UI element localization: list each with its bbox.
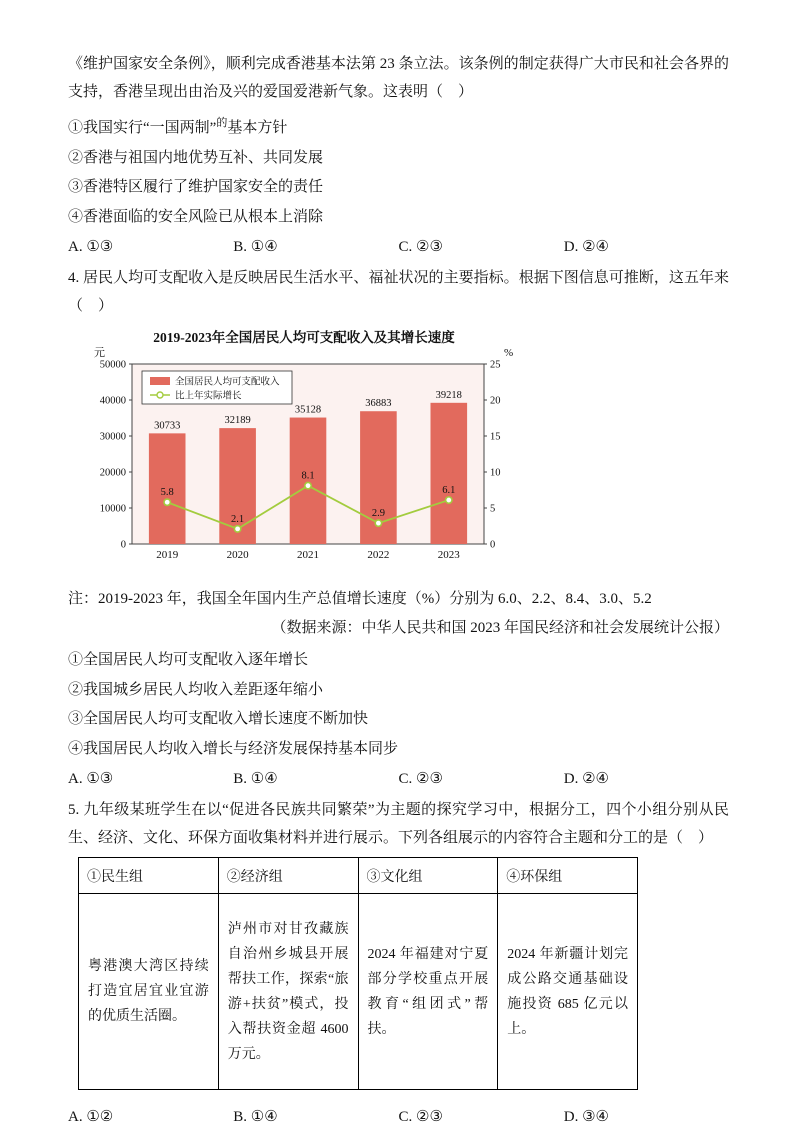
q3-option-d: D. ②④ <box>563 239 609 255</box>
header-jingji: ②经济组 <box>218 858 358 894</box>
left-axis-unit-label: 元 <box>94 347 105 359</box>
header-huanbao: ④环保组 <box>498 858 638 894</box>
growth-value-label: 8.1 <box>301 470 315 482</box>
q5-option-b: B. ①④ <box>233 1109 278 1125</box>
x-axis-tick-label: 2020 <box>226 549 249 561</box>
left-axis-tick-label: 10000 <box>99 503 126 515</box>
bar-value-label: 35128 <box>294 404 322 416</box>
right-axis-tick-label: 25 <box>490 359 501 371</box>
growth-value-label: 2.9 <box>371 508 385 520</box>
q4-choice-1: ①全国居民人均可支配收入逐年增长 <box>68 652 309 668</box>
q5-option-d: D. ③④ <box>563 1109 609 1125</box>
growth-value-label: 2.1 <box>231 513 245 525</box>
q4-choice-4: ④我国居民人均收入增长与经济发展保持基本同步 <box>68 740 399 757</box>
left-axis-tick-label: 30000 <box>99 431 126 443</box>
q5-stem: 5. 九年级某班学生在以“促进各民族共同繁荣”为主题的探究学习中，根据分工，四个小组分别从民生、经济、文化、环保方面收集材料并进行展示。下列各组展示的内容符合主题和分工的是（ ） <box>68 802 729 846</box>
left-axis-tick-label: 40000 <box>99 395 126 407</box>
q3-choice-4: ④香港面临的安全风险已从根本上消除 <box>68 208 324 225</box>
income-chart-svg <box>80 326 528 576</box>
growth-line-marker <box>375 520 381 526</box>
right-axis-tick-label: 0 <box>490 539 496 551</box>
x-axis-tick-label: 2021 <box>297 549 319 561</box>
cell-wenhua: 2024 年福建对宁夏部分学校重点开展教育“组团式”帮扶。 <box>358 894 498 1090</box>
cell-minsheng: 粤港澳大湾区持续打造宜居宜业宜游的优质生活圈。 <box>79 894 219 1090</box>
q5-option-c: C. ②③ <box>398 1109 443 1125</box>
q4-stem: 4. 居民人均可支配收入是反映居民生活水平、福祉状况的主要指标。根据下图信息可推断，这五年来（ ） <box>68 270 729 314</box>
right-axis-unit-label: % <box>504 347 514 359</box>
x-axis-tick-label: 2022 <box>367 549 390 561</box>
header-minsheng: ①民生组 <box>79 858 219 894</box>
q3-choice-3: ③香港特区履行了维护国家安全的责任 <box>68 179 324 195</box>
growth-line-marker <box>234 526 240 532</box>
bar-value-label: 39218 <box>435 389 462 401</box>
q3-stem: 《维护国家安全条例》，顺利完成香港基本法第 23 条立法。该条例的制定获得广大市民和社会各界的支持，香港呈现出由治及兴的爱国爱港新气象。这表明（ ） <box>68 56 729 100</box>
q4-option-a: A. ①③ <box>68 771 114 787</box>
income-chart <box>80 326 528 581</box>
right-axis-tick-label: 20 <box>490 395 501 407</box>
q4-option-d: D. ②④ <box>563 771 609 787</box>
table-body-row <box>79 894 638 1090</box>
legend-line-label: 比上年实际增长 <box>175 391 242 402</box>
header-wenhua: ③文化组 <box>358 858 498 894</box>
x-axis-tick-label: 2019 <box>156 549 179 561</box>
income-bar <box>430 403 467 544</box>
left-axis-tick-label: 0 <box>120 539 126 551</box>
growth-value-label: 6.1 <box>442 485 456 497</box>
x-axis-tick-label: 2023 <box>437 549 460 561</box>
legend-bar-label: 全国居民人均可支配收入 <box>175 377 280 388</box>
growth-line-marker <box>446 497 452 503</box>
q3-choice-2: ②香港与祖国内地优势互补、共同发展 <box>68 149 324 166</box>
right-axis-tick-label: 15 <box>490 431 501 443</box>
growth-value-label: 5.8 <box>160 487 174 499</box>
right-axis-tick-label: 5 <box>490 503 496 515</box>
q3-option-b: B. ①④ <box>233 239 278 255</box>
legend-line-marker <box>157 392 163 398</box>
bar-value-label: 36883 <box>365 398 392 410</box>
left-axis-tick-label: 20000 <box>99 467 126 479</box>
left-axis-tick-label: 50000 <box>99 359 126 371</box>
q5-option-a: A. ①② <box>68 1109 114 1125</box>
q4-choice-2: ②我国城乡居民人均收入差距逐年缩小 <box>68 681 324 698</box>
q3-choice-1 <box>68 109 729 144</box>
q5-options-row <box>68 1103 729 1125</box>
materials-table <box>78 857 638 1090</box>
bar-value-label: 30733 <box>154 420 181 432</box>
q3-choice-1-suffix: 基本方针 <box>227 120 288 136</box>
bar-value-label: 32189 <box>224 415 251 427</box>
chart-title: 2019-2023年全国居民人均可支配收入及其增长速度 <box>153 330 455 345</box>
q3-option-c: C. ②③ <box>398 239 443 255</box>
growth-line-marker <box>164 499 170 505</box>
q3-choices <box>68 109 729 232</box>
q3-option-a: A. ①③ <box>68 239 114 255</box>
right-axis-tick-label: 10 <box>490 467 501 479</box>
q3-choice-1-sup: 的 <box>216 117 228 129</box>
q4-choices <box>68 646 729 764</box>
q3-options-row <box>68 233 729 262</box>
q3-choice-1-text: ①我国实行“一国两制” <box>68 120 217 136</box>
chart-data-source: （数据来源：中华人民共和国 2023 年国民经济和社会发展统计公报） <box>271 620 729 636</box>
q4-options-row <box>68 765 729 794</box>
q4-option-b: B. ①④ <box>233 771 278 787</box>
table-header-row <box>79 858 638 894</box>
q4-option-c: C. ②③ <box>398 771 443 787</box>
chart-note: 注：2019-2023 年，我国全年国内生产总值增长速度（%）分别为 6.0、2.2、8.4、3.0、5.2 <box>68 591 652 607</box>
cell-jingji: 泸州市对甘孜藏族自治州乡城县开展帮扶工作，探索“旅游+扶贫”模式，投入帮扶资金超 4600 万元。 <box>218 894 358 1090</box>
growth-line-marker <box>305 482 311 488</box>
legend-bar-swatch <box>150 377 170 385</box>
q4-choice-3: ③全国居民人均可支配收入增长速度不断加快 <box>68 711 369 727</box>
cell-huanbao: 2024 年新疆计划完成公路交通基础设施投资 685 亿元以上。 <box>498 894 638 1090</box>
